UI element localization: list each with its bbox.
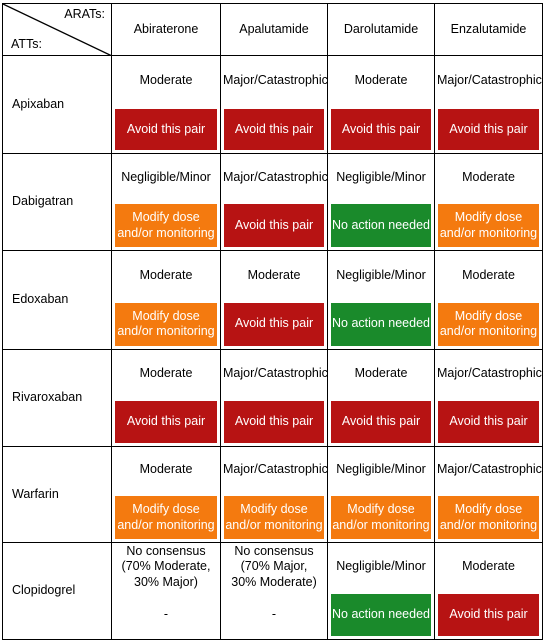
action-cell bbox=[435, 300, 543, 349]
action-badge-none bbox=[331, 303, 431, 346]
severity-row-edoxaban bbox=[3, 251, 550, 300]
action-text: Avoid this pair bbox=[341, 121, 421, 136]
row-label-dabigatran: Dabigatran bbox=[3, 153, 112, 250]
severity-text: Negligible/Minor bbox=[336, 169, 426, 184]
action-cell bbox=[112, 398, 221, 446]
action-cell bbox=[328, 398, 435, 446]
severity-text: Moderate bbox=[462, 169, 515, 184]
action-text: Modify dose and/or monitoring bbox=[117, 308, 215, 339]
severity-text: Moderate bbox=[139, 366, 193, 381]
action-cell bbox=[435, 201, 543, 250]
severity-cell bbox=[112, 349, 221, 398]
row-label-rivaroxaban: Rivaroxaban bbox=[3, 349, 112, 446]
severity-cell bbox=[221, 251, 328, 300]
action-cell bbox=[112, 201, 221, 250]
action-cell bbox=[328, 493, 435, 543]
row-label-apixaban: Apixaban bbox=[3, 56, 112, 153]
severity-cell bbox=[328, 447, 435, 493]
severity-text: Negligible/Minor bbox=[336, 559, 426, 574]
severity-cell bbox=[435, 56, 543, 106]
column-header-apalutamide: Apalutamide bbox=[221, 4, 328, 56]
severity-cell bbox=[221, 56, 328, 106]
action-badge-avoid bbox=[438, 109, 539, 150]
action-text: Avoid this pair bbox=[234, 316, 314, 331]
row-label-edoxaban: Edoxaban bbox=[3, 251, 112, 349]
severity-text: Negligible/Minor bbox=[336, 267, 426, 282]
action-text: Avoid this pair bbox=[449, 607, 528, 622]
severity-cell bbox=[221, 349, 328, 398]
severity-text: Major/Catastrophic bbox=[437, 462, 542, 477]
action-badge-avoid bbox=[115, 401, 217, 443]
severity-cell bbox=[328, 349, 435, 398]
header-row bbox=[3, 4, 550, 56]
action-badge-avoid bbox=[115, 109, 217, 150]
severity-cell bbox=[435, 153, 543, 201]
action-text: Avoid this pair bbox=[234, 217, 314, 232]
action-text: Avoid this pair bbox=[126, 414, 206, 429]
action-text: Avoid this pair bbox=[449, 121, 528, 136]
columns-axis-label: ARATs: bbox=[64, 7, 105, 21]
action-text: Modify dose and/or monitoring bbox=[332, 501, 430, 532]
severity-text: Moderate bbox=[354, 366, 408, 381]
action-text: Modify dose and/or monitoring bbox=[439, 210, 538, 240]
action-text: Modify dose and/or monitoring bbox=[117, 210, 215, 240]
action-cell bbox=[112, 300, 221, 349]
action-cell bbox=[112, 493, 221, 543]
action-cell bbox=[435, 106, 543, 153]
action-badge-modify bbox=[115, 303, 217, 346]
action-cell bbox=[112, 591, 221, 639]
action-badge-na bbox=[224, 594, 324, 636]
severity-text: Moderate bbox=[139, 462, 193, 477]
action-badge-avoid bbox=[224, 204, 324, 247]
action-cell bbox=[221, 201, 328, 250]
severity-text: Moderate bbox=[354, 73, 408, 88]
severity-text: Major/Catastrophic bbox=[223, 169, 328, 184]
severity-row-rivaroxaban bbox=[3, 349, 550, 398]
action-cell bbox=[435, 493, 543, 543]
action-cell bbox=[221, 300, 328, 349]
severity-text: No consensus (70% Major, 30% Moderate) bbox=[231, 543, 317, 590]
action-text: Modify dose and/or monitoring bbox=[439, 308, 538, 339]
severity-cell bbox=[112, 447, 221, 493]
severity-text: Moderate bbox=[247, 267, 301, 282]
action-cell bbox=[328, 201, 435, 250]
severity-cell bbox=[435, 447, 543, 493]
action-text: Avoid this pair bbox=[234, 414, 314, 429]
action-cell bbox=[221, 106, 328, 153]
column-header-enzalutamide: Enzalutamide bbox=[435, 4, 543, 56]
severity-text: Moderate bbox=[462, 267, 515, 282]
action-text: No action needed bbox=[332, 217, 430, 232]
severity-row-dabigatran bbox=[3, 153, 550, 201]
action-text: No action needed bbox=[332, 316, 430, 331]
action-text: Avoid this pair bbox=[341, 414, 421, 429]
severity-text: Negligible/Minor bbox=[121, 169, 211, 184]
severity-cell bbox=[328, 543, 435, 591]
column-header-darolutamide: Darolutamide bbox=[328, 4, 435, 56]
action-text: Avoid this pair bbox=[234, 121, 314, 136]
table-body bbox=[3, 4, 550, 640]
action-badge-avoid bbox=[224, 303, 324, 346]
action-text: Modify dose and/or monitoring bbox=[225, 501, 323, 532]
row-label-clopidogrel: Clopidogrel bbox=[3, 543, 112, 640]
severity-text: Major/Catastrophic bbox=[223, 462, 328, 477]
severity-cell bbox=[221, 447, 328, 493]
action-badge-modify bbox=[115, 204, 217, 247]
action-cell bbox=[328, 300, 435, 349]
action-cell bbox=[435, 398, 543, 446]
action-text: - bbox=[271, 607, 277, 622]
action-text: No action needed bbox=[332, 607, 430, 622]
severity-cell bbox=[435, 543, 543, 591]
severity-row-clopidogrel bbox=[3, 543, 550, 591]
severity-cell bbox=[112, 153, 221, 201]
action-text: - bbox=[163, 607, 169, 622]
action-badge-modify bbox=[438, 204, 539, 247]
action-badge-avoid bbox=[438, 594, 539, 636]
action-badge-avoid bbox=[331, 109, 431, 150]
action-text: Avoid this pair bbox=[449, 414, 528, 429]
corner-cell bbox=[3, 4, 112, 56]
severity-text: No consensus (70% Moderate, 30% Major) bbox=[121, 543, 211, 590]
action-badge-modify bbox=[331, 496, 431, 540]
severity-cell bbox=[328, 153, 435, 201]
severity-cell bbox=[435, 349, 543, 398]
action-cell bbox=[435, 591, 543, 639]
severity-cell bbox=[328, 56, 435, 106]
severity-cell bbox=[221, 543, 328, 591]
action-text: Modify dose and/or monitoring bbox=[117, 501, 215, 532]
action-badge-avoid bbox=[224, 109, 324, 150]
severity-text: Moderate bbox=[139, 267, 193, 282]
severity-cell bbox=[435, 251, 543, 300]
severity-cell bbox=[112, 543, 221, 591]
action-text: Avoid this pair bbox=[126, 121, 206, 136]
severity-cell bbox=[221, 153, 328, 201]
severity-text: Major/Catastrophic bbox=[223, 366, 328, 381]
action-cell bbox=[328, 106, 435, 153]
row-label-warfarin: Warfarin bbox=[3, 447, 112, 543]
action-badge-modify bbox=[438, 496, 539, 540]
action-badge-na bbox=[115, 594, 217, 636]
action-badge-modify bbox=[115, 496, 217, 540]
severity-cell bbox=[112, 56, 221, 106]
action-badge-avoid bbox=[438, 401, 539, 443]
severity-text: Major/Catastrophic bbox=[223, 73, 328, 88]
severity-text: Major/Catastrophic bbox=[437, 366, 542, 381]
severity-row-apixaban bbox=[3, 56, 550, 106]
action-cell bbox=[221, 493, 328, 543]
severity-text: Negligible/Minor bbox=[336, 462, 426, 477]
action-cell bbox=[221, 398, 328, 446]
severity-cell bbox=[328, 251, 435, 300]
severity-cell bbox=[112, 251, 221, 300]
action-cell bbox=[112, 106, 221, 153]
action-badge-none bbox=[331, 204, 431, 247]
severity-row-warfarin bbox=[3, 447, 550, 493]
severity-text: Moderate bbox=[139, 73, 193, 88]
action-badge-avoid bbox=[331, 401, 431, 443]
rows-axis-label: ATTs: bbox=[11, 36, 43, 51]
action-badge-modify bbox=[438, 303, 539, 346]
severity-text: Moderate bbox=[462, 559, 515, 574]
action-cell bbox=[221, 591, 328, 639]
action-badge-modify bbox=[224, 496, 324, 540]
action-badge-avoid bbox=[224, 401, 324, 443]
action-cell bbox=[328, 591, 435, 639]
action-text: Modify dose and/or monitoring bbox=[439, 501, 538, 532]
severity-text: Major/Catastrophic bbox=[437, 73, 542, 88]
interaction-table bbox=[2, 3, 550, 640]
action-badge-none bbox=[331, 594, 431, 636]
column-header-abiraterone: Abiraterone bbox=[112, 4, 221, 56]
